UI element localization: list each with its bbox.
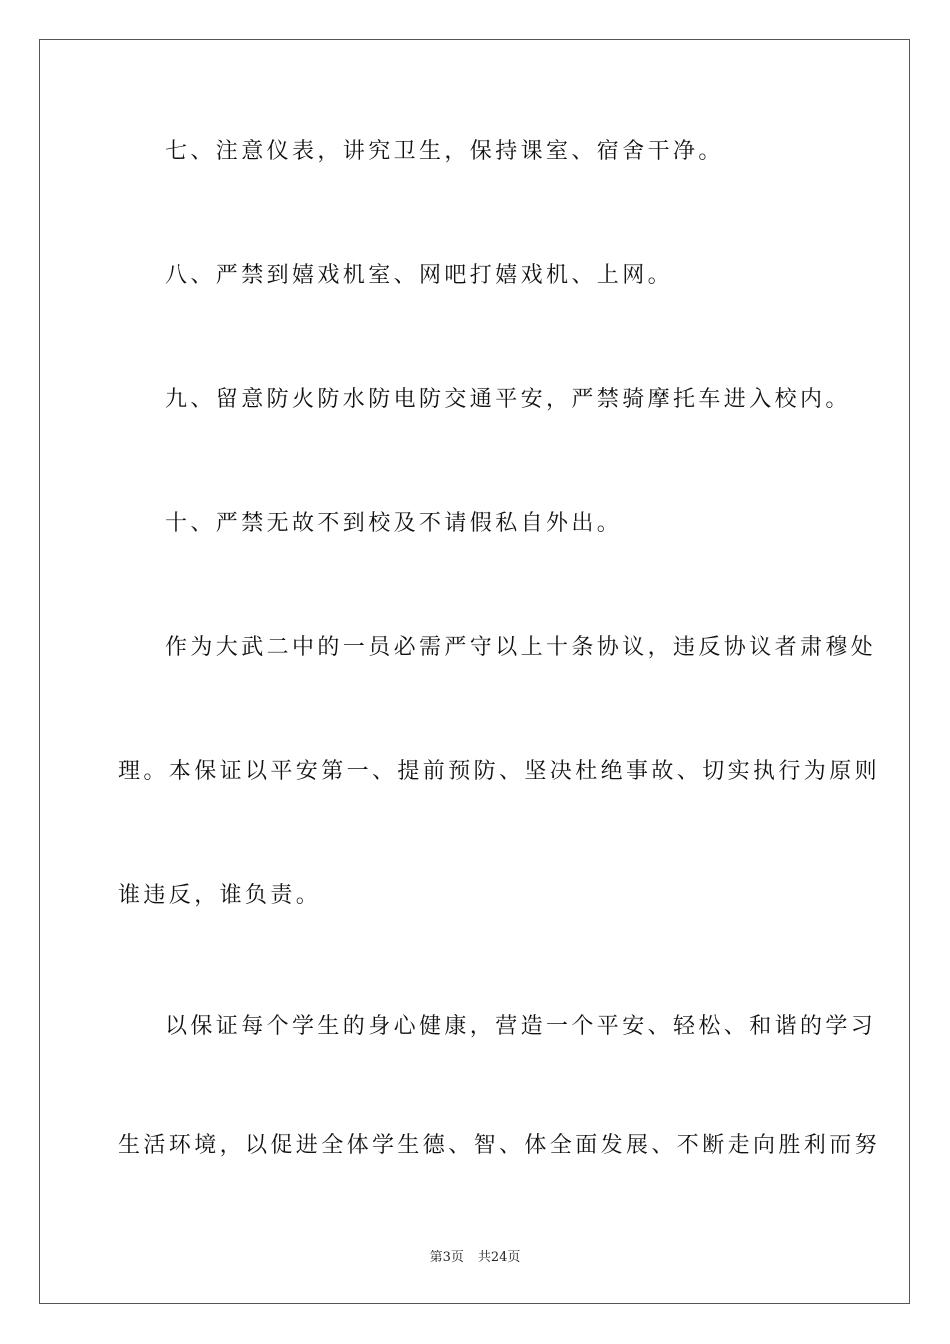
- rule-item-7: 七、注意仪表，讲究卫生，保持课室、宿舍干净。: [165, 139, 724, 164]
- page-footer: [0, 1250, 950, 1266]
- paragraph-line: 作为大武二中的一员必需严守以上十条协议，违反协议者肃穆处: [165, 635, 877, 660]
- page-total: 共24页: [477, 1250, 521, 1265]
- paragraph-line: 生活环境，以促进全体学生德、智、体全面发展、不断走向胜利而努: [118, 1133, 881, 1158]
- page-frame: [39, 39, 910, 1304]
- rule-item-8: 八、严禁到嬉戏机室、网吧打嬉戏机、上网。: [165, 263, 674, 288]
- page-number: 第3页: [429, 1250, 464, 1265]
- paragraph-line: 谁违反，谁负责。: [118, 883, 322, 908]
- paragraph-line: 以保证每个学生的身心健康，营造一个平安、轻松、和谐的学习: [165, 1014, 877, 1039]
- rule-item-10: 十、严禁无故不到校及不请假私自外出。: [165, 511, 623, 536]
- paragraph-line: 理。本保证以平安第一、提前预防、坚决杜绝事故、切实执行为原则: [118, 759, 881, 784]
- rule-item-9: 九、留意防火防水防电防交通平安，严禁骑摩托车进入校内。: [165, 387, 851, 412]
